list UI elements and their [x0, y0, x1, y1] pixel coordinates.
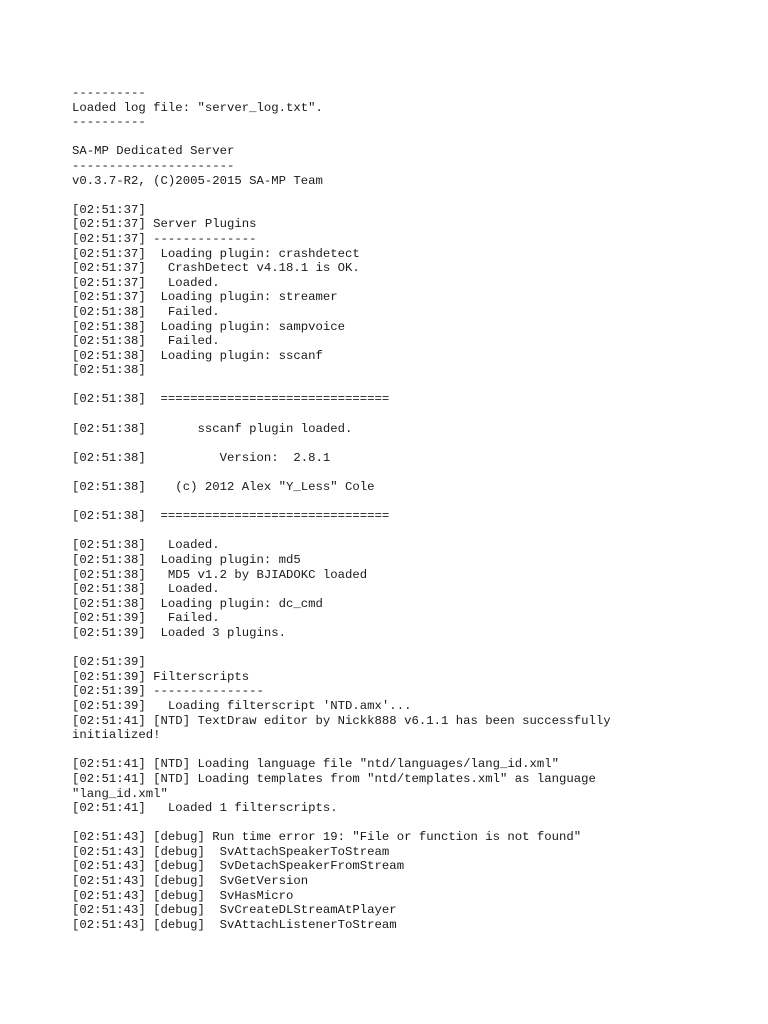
log-line: [02:51:37] Loading plugin: streamer [72, 290, 338, 305]
log-line: [02:51:39] Loading filterscript 'NTD.amx'... [72, 698, 412, 713]
log-line: [02:51:38] Loading plugin: sampvoice [72, 319, 346, 334]
log-line: [02:51:43] [debug] SvHasMicro [72, 888, 294, 903]
log-line: [02:51:38] Version: 2.8.1 [72, 450, 331, 465]
log-line: [02:51:39] Loaded 3 plugins. [72, 625, 287, 640]
log-line: [02:51:38] Loading plugin: sscanf [72, 348, 323, 363]
log-line: [02:51:37] CrashDetect v4.18.1 is OK. [72, 261, 360, 276]
server-log-text [72, 86, 752, 932]
log-line: [02:51:38] Loading plugin: md5 [72, 553, 301, 567]
log-line: Loaded log file: "server_log.txt". [72, 100, 323, 115]
log-line: [02:51:38] =============================== [72, 509, 390, 524]
log-line: initialized! [72, 728, 161, 743]
log-line: [02:51:41] Loaded 1 filterscripts. [72, 801, 338, 816]
log-line: ---------------------- [72, 158, 235, 173]
log-line: [02:51:38] =============================== [72, 392, 390, 407]
log-line: [02:51:43] [debug] SvGetVersion [72, 874, 309, 889]
log-line: [02:51:37] Loaded. [72, 275, 220, 290]
log-line: [02:51:39] [72, 655, 146, 670]
log-line: [02:51:43] [debug] SvAttachSpeakerToStream [72, 844, 390, 859]
log-line: [02:51:39] Failed. [72, 611, 220, 626]
log-line: [02:51:37] [72, 202, 146, 217]
log-line: [02:51:38] [72, 363, 146, 378]
log-line: [02:51:43] [debug] SvAttachListenerToStream [72, 917, 397, 932]
log-line: [02:51:37] -------------- [72, 231, 257, 246]
log-line: [02:51:37] Loading plugin: crashdetect [72, 246, 360, 261]
log-line: [02:51:41] [NTD] TextDraw editor by Nickk888 v6.1.1 has been successfully [72, 713, 611, 728]
log-line: "lang_id.xml" [72, 786, 168, 801]
log-line: SA-MP Dedicated Server [72, 144, 235, 159]
log-line: [02:51:38] (c) 2012 Alex "Y_Less" Cole [72, 480, 375, 495]
log-line: [02:51:38] Loaded. [72, 538, 220, 553]
log-line: [02:51:43] [debug] Run time error 19: "File or function is not found" [72, 830, 582, 845]
log-line: [02:51:38] Failed. [72, 334, 220, 349]
log-line: [02:51:39] Filterscripts [72, 669, 250, 684]
log-line: [02:51:38] Loaded. [72, 582, 220, 597]
log-line: [02:51:41] [NTD] Loading language file "ntd/languages/lang_id.xml" [72, 757, 560, 772]
log-line: ---------- [72, 115, 146, 130]
log-line: [02:51:43] [debug] SvDetachSpeakerFromStream [72, 859, 405, 874]
log-line: [02:51:43] [debug] SvCreateDLStreamAtPlayer [72, 903, 397, 918]
log-line: [02:51:38] Loading plugin: dc_cmd [72, 596, 323, 611]
log-line: [02:51:38] MD5 v1.2 by BJIADOKC loaded [72, 567, 368, 582]
log-line: [02:51:38] sscanf plugin loaded. [72, 421, 353, 436]
log-line: ---------- [72, 86, 146, 100]
document-page [72, 86, 752, 932]
log-line: v0.3.7-R2, (C)2005-2015 SA-MP Team [72, 173, 323, 188]
log-line: [02:51:41] [NTD] Loading templates from "ntd/templates.xml" as language [72, 771, 596, 786]
log-line: [02:51:38] Failed. [72, 304, 220, 319]
log-line: [02:51:39] --------------- [72, 684, 264, 699]
log-line: [02:51:37] Server Plugins [72, 217, 257, 232]
